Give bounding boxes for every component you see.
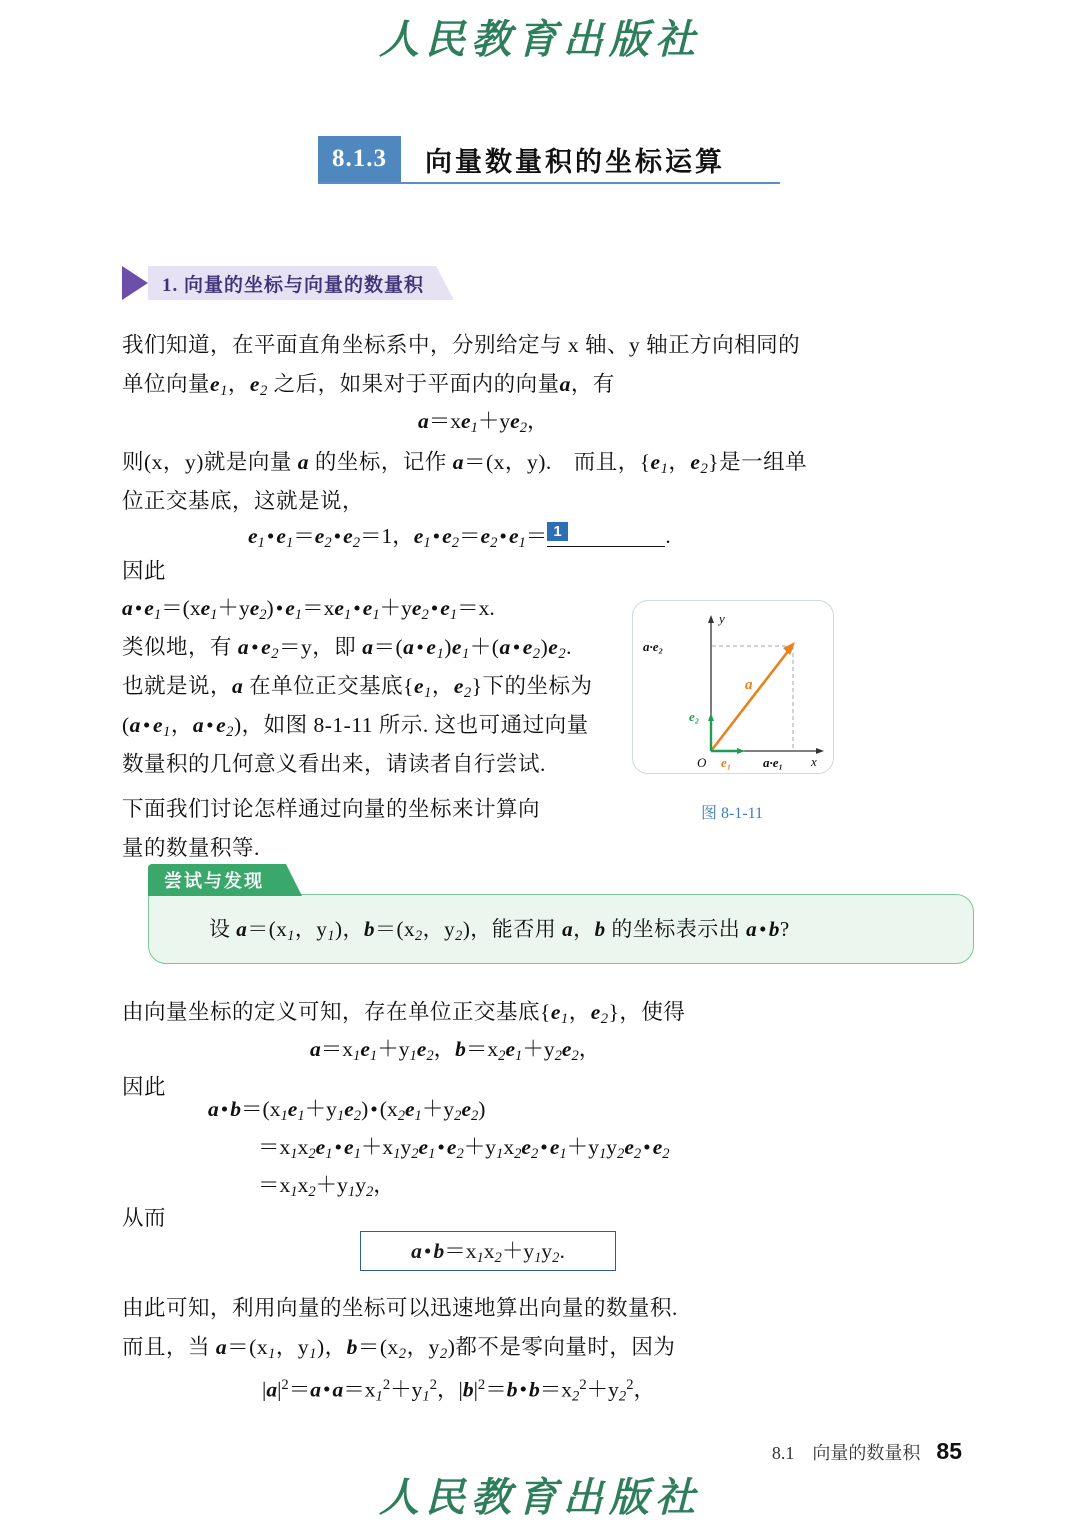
paragraph-thus: 从而 [122,1206,167,1230]
paragraph-therefore-1: 因此 [122,559,167,583]
equation-1: $a=xe_1+ye_2$， [418,409,549,437]
equation-5-line2: $=x_1x_2e_1•e_1+x_1y_2e_1•e_2+y_1x_2e_2•e_1+y_1y_2e_2•e_2$ [258,1135,670,1163]
paragraph-4-line1: 类似地，有 $a•e_2=y$，即 $a=(a•e_1)e_1+(a•e_2)e_2$. [122,635,572,663]
try-discover-tab: 尝试与发现 [148,864,286,896]
svg-text:a·e₁: a·e₁ [763,755,784,770]
figure-svg [633,601,831,771]
section-number: 8.1.3 [318,136,401,182]
figure-caption: 图 8-1-11 [700,805,764,822]
subsection-label: 1. 向量的坐标与向量的数量积 [148,266,454,300]
blank-number-badge: 1 [547,522,567,541]
paragraph-1-line1 [122,326,846,365]
svg-text:O: O [697,755,707,770]
paragraph-therefore-2: 因此 [122,1075,167,1099]
section-title: 向量数量积的坐标运算 [425,146,725,177]
svg-text:a: a [745,677,753,693]
equation-2-period: . [665,524,671,548]
footer-section-ref: 8.1 向量的数量积 [771,1443,921,1463]
publisher-logo-bottom: 人民教育出版社 [379,1475,701,1520]
svg-text:e₂: e₂ [689,709,700,724]
paragraph-2-line1: 则(x，y)就是向量 a 的坐标，记作 a＝(x，y). 而且，{$e_1$，$e_2$}是一组单 [122,450,808,478]
page-footer [772,1438,962,1465]
paragraph-1-line2: 单位向量$e_1$，$e_2$ 之后，如果对于平面内的向量a，有 [122,372,615,400]
page-number: 85 [936,1438,962,1464]
paragraph-2-line2: 位正交基底，这就是说， [122,489,365,513]
section-heading [318,136,780,184]
paragraph-4-line4: 数量积的几何意义看出来，请读者自行尝试. [122,752,546,776]
fill-in-blank-1[interactable] [547,524,665,547]
svg-text:x: x [811,754,817,769]
p1-line2-c: ，有 [570,372,615,396]
paragraph-9 [122,1289,882,1328]
paragraph-4-line3: ($a•e_1$，$a•e_2$)，如图 8-1-11 所示. 这也可通过向量 [122,713,589,741]
boxed-formula-content: $a•b=x_1x_2+y_1y_2$. [411,1239,565,1267]
equation-5-line1: $a•b=(x_1e_1+y_1e_2)•(x_2e_1+y_2e_2)$ [208,1097,486,1125]
svg-text:e₁: e₁ [721,755,732,770]
equation-3: $a•e_1=(xe_1+ye_2)•e_1=xe_1•e_1+ye_2•e_1=x$. [122,596,495,624]
try-discover-box [148,894,974,964]
paragraph-5-line1 [122,790,622,829]
paragraph-10: 而且，当 $a=(x_1$，$y_1$)，$b=(x_2$，$y_2$)都不是零向量时，因为 [122,1335,676,1363]
equation-4: $a=x_1e_1+y_1e_2$，$b=x_2e_1+y_2e_2$， [310,1037,601,1065]
figure-8-1-11 [632,600,834,774]
paragraph-4-line2: 也就是说，a 在单位正交基底{$e_1$，$e_2$}下的坐标为 [122,674,593,702]
p1-line2-b: 之后，如果对于平面内的向量 [273,372,560,396]
svg-text:y: y [719,611,725,626]
boxed-formula [360,1231,616,1271]
publisher-logo-top: 人民教育出版社 [379,17,701,62]
p9-text: 由此可知，利用向量的坐标可以迅速地算出向量的数量积. [122,1296,678,1320]
paragraph-5-line2: 量的数量积等. [122,836,260,860]
arrow-icon [122,266,148,300]
equation-6: $|a|^2=a•a=x_1^2+y_1^2$，$|b|^2=b•b=x_2^2+y_2^2$， [262,1377,656,1405]
p1-line1-text: 我们知道，在平面直角坐标系中，分别给定与 x 轴、y 轴正方向相同的 [122,333,801,357]
p1-line2-a: 单位向量 [122,372,211,396]
equation-5-line3: $=x_1x_2+y_1y_2$， [258,1173,395,1201]
p5-line1-text: 下面我们讨论怎样通过向量的坐标来计算向 [122,797,541,821]
svg-text:a·e₂: a·e₂ [643,639,664,654]
paragraph-6: 由向量坐标的定义可知，存在单位正交基底{$e_1$，$e_2$}，使得 [122,1000,686,1028]
subsection-banner [122,266,454,300]
equation-2: $e_1•e_1=e_2•e_2=1$，$e_1•e_2=e_2•e_1=$ 1 . [248,523,671,552]
try-discover-content: 设 $a=(x_1$，$y_1$)，$b=(x_2$，$y_2$)，能否用 a，b 的坐标表示出 a•b? [209,917,790,944]
